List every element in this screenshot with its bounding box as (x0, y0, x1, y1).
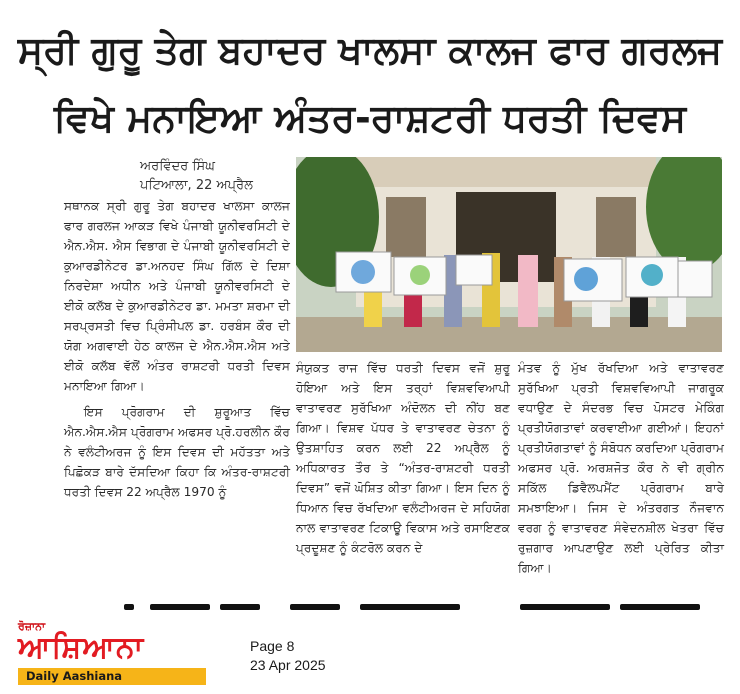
article-paragraph: ਸਥਾਨਕ ਸ੍ਰੀ ਗੁਰੂ ਤੇਗ ਬਹਾਦਰ ਖਾਲਸਾ ਕਾਲਜ ਫਾਰ ਗਰਲਜ ਆਕੜ ਵਿਖੇ ਪੰਜਾਬੀ ਯੂਨੀਵਰਸਿਟੀ ਦੇ ਐਨ.ਐਸ. ਐਸ ਵਿਭਾਗ ਦੇ ਪੰਜਾਬੀ ਯੂਨੀਵਰਸਿਟੀ ਦੇ ਕੁਆਰਡੀਨੇਟਰ ਡਾ.ਅਨਹਦ ਸਿੰਘ ਗਿੱਲ ਦੇ ਦਿਸ਼ਾ ਨਿਰਦੇਸ਼ਾ ਅਧੀਨ ਅਤੇ ਪੰਜਾਬੀ ਯੂਨੀਵਰਸਿਟੀ ਦੇ ਈਕੋ ਕਲੱਬ ਦੇ ਕੁਆਰਡੀਨੇਟਰ ਡਾ. ਮਮਤਾ ਸ਼ਰਮਾ ਦੀ ਸਰਪ੍ਰਸਤੀ ਵਿਚ ਪ੍ਰਿੰਸੀਪਲ ਡਾ. ਹਰਬੰਸ ਕੌਰ ਦੀ ਯੋਗ ਅਗਵਾਈ ਹੇਠ ਕਾਲਜ ਦੇ ਐਨ.ਐਸ.ਐਸ ਅਤੇ ਈਕੋ ਕਲੱਬ ਵੱਲੋਂ ਅੰਤਰ ਰਾਸ਼ਟਰੀ ਧਰਤੀ ਦਿਵਸ ਮਨਾਇਆ ਗਿਆ। (64, 199, 290, 393)
cropped-next-headline (0, 600, 740, 614)
masthead-logo (18, 620, 206, 686)
event-photo (296, 157, 722, 352)
dateline: ਪਟਿਆਲਾ, 22 ਅਪ੍ਰੈਲ (140, 178, 253, 193)
article-paragraph: ਮੰਤਵ ਨੂੰ ਮੁੱਖ ਰੱਖਦਿਆ ਅਤੇ ਵਾਤਾਵਰਣ ਸੁਰੱਖਿਆ ਪ੍ਰਤੀ ਵਿਸ਼ਵਵਿਆਪੀ ਜਾਗਰੂਕ ਵਧਾਉਣ ਦੇ ਸੰਦਰਭ ਵਿਚ ਪੋਸਟਰ ਮੇਕਿੰਗ ਪ੍ਰਤੀਯੋਗਤਾਵਾਂ ਕਰਵਾਈਆ ਗਈਆਂ। ਇਹਨਾਂ ਪ੍ਰਤੀਯੋਗਤਾਵਾਂ ਨੂੰ ਸੰਬੋਧਨ ਕਰਦਿਆ ਪ੍ਰੋਗਰਾਮ ਅਫਸਰ ਪ੍ਰੋ. ਅਰਸ਼ਜੋਤ ਕੌਰ ਨੇ ਵੀ ਗ੍ਰੀਨ ਸਕਿੱਲ ਡਿਵੈਲਪਮੈਂਟ ਪ੍ਰੋਗਰਾਮ ਬਾਰੇ ਸਮਝਾਇਆ। ਜਿਸ ਦੇ ਅੰਤਰਗਤ ਨੌਜਵਾਨ ਵਰਗ ਨੂੰ ਵਾਤਾਵਰਣ ਸੰਵੇਦਨਸ਼ੀਲ ਖੇਤਰਾ ਵਿੱਚ ਰੁਜ਼ਗਾਰ ਆਪਣਾਉਣ ਲਈ ਪ੍ਰੇਰਿਤ ਕੀਤਾ ਗਿਆ। (518, 361, 724, 575)
masthead-english-name: Daily Aashiana (18, 668, 206, 685)
publication-date: 23 Apr 2025 (250, 657, 326, 673)
article-column-1 (64, 196, 290, 508)
masthead-tagline: ਰੋਜ਼ਾਨਾ (18, 620, 46, 633)
article-column-2 (296, 358, 510, 564)
author-byline: ਅਰਵਿੰਦਰ ਸਿੰਘ (140, 159, 215, 174)
masthead-name: ਆਸ਼ਿਆਨਾ (18, 630, 145, 665)
article-paragraph: ਸੰਯੁਕਤ ਰਾਜ ਵਿੱਚ ਧਰਤੀ ਦਿਵਸ ਵਜੋਂ ਸ਼ੁਰੂ ਹੋਇਆ ਅਤੇ ਇਸ ਤਰ੍ਹਾਂ ਵਿਸ਼ਵਵਿਆਪੀ ਵਾਤਾਵਰਣ ਸੁਰੱਖਿਆ ਅੰਦੋਲਨ ਦੀ ਨੀਂਹ ਬਣ ਗਿਆ। ਵਿਸ਼ਵ ਪੱਧਰ ਤੇ ਵਾਤਾਵਰਣ ਚੇਤਨਾ ਨੂੰ ਉਤਸ਼ਾਹਿਤ ਕਰਨ ਲਈ 22 ਅਪ੍ਰੈਲ ਨੂੰ ਅਧਿਕਾਰਤ ਤੌਰ ਤੇ “ਅੰਤਰ-ਰਾਸ਼ਟਰੀ ਧਰਤੀ ਦਿਵਸ” ਵਜੋਂ ਘੋਸ਼ਿਤ ਕੀਤਾ ਗਿਆ। ਇਸ ਦਿਨ ਨੂੰ ਧਿਆਨ ਵਿਚ ਰੱਖਦਿਆ ਵਲੰਟੀਅਰਜ ਦੇ ਸਹਿਯੋਗ ਨਾਲ ਵਾਤਾਵਰਣ ਟਿਕਾਊ ਵਿਕਾਸ ਅਤੇ ਰਸਾਇਣਕ ਪ੍ਰਦੂਸ਼ਣ ਨੂੰ ਕੰਟਰੋਲ ਕਰਨ ਦੇ (296, 361, 510, 555)
headline-line-2: ਵਿਖੇ ਮਨਾਇਆ ਅੰਤਰ-ਰਾਸ਼ਟਰੀ ਧਰਤੀ ਦਿਵਸ (53, 96, 687, 140)
article-column-3 (518, 358, 724, 584)
page-number: Page 8 (250, 638, 295, 654)
article-paragraph: ਇਸ ਪ੍ਰੋਗਰਾਮ ਦੀ ਸ਼ੁਰੂਆਤ ਵਿੱਚ ਐਨ.ਐਸ.ਐਸ ਪ੍ਰੋਗਰਾਮ ਅਫਸਰ ਪ੍ਰੋ.ਹਰਲੀਨ ਕੌਰ ਨੇ ਵਲੰਟੀਅਰਜ ਨੂੰ ਇਸ ਦਿਵਸ ਦੀ ਮਹੱਤਤਾ ਅਤੇ ਪਿਛੋਕੜ ਬਾਰੇ ਦੱਸਦਿਆ ਕਿਹਾ ਕਿ ਅੰਤਰ-ਰਾਸ਼ਟਰੀ ਧਰਤੀ ਦਿਵਸ 22 ਅਪ੍ਰੈਲ 1970 ਨੂੰ (64, 405, 290, 499)
event-photo-illustration (296, 157, 722, 352)
page-meta (250, 637, 326, 675)
headline-line-1: ਸ੍ਰੀ ਗੁਰੂ ਤੇਗ ਬਹਾਦਰ ਖਾਲਸਾ ਕਾਲਜ ਫਾਰ ਗਰਲਜ (17, 28, 723, 72)
